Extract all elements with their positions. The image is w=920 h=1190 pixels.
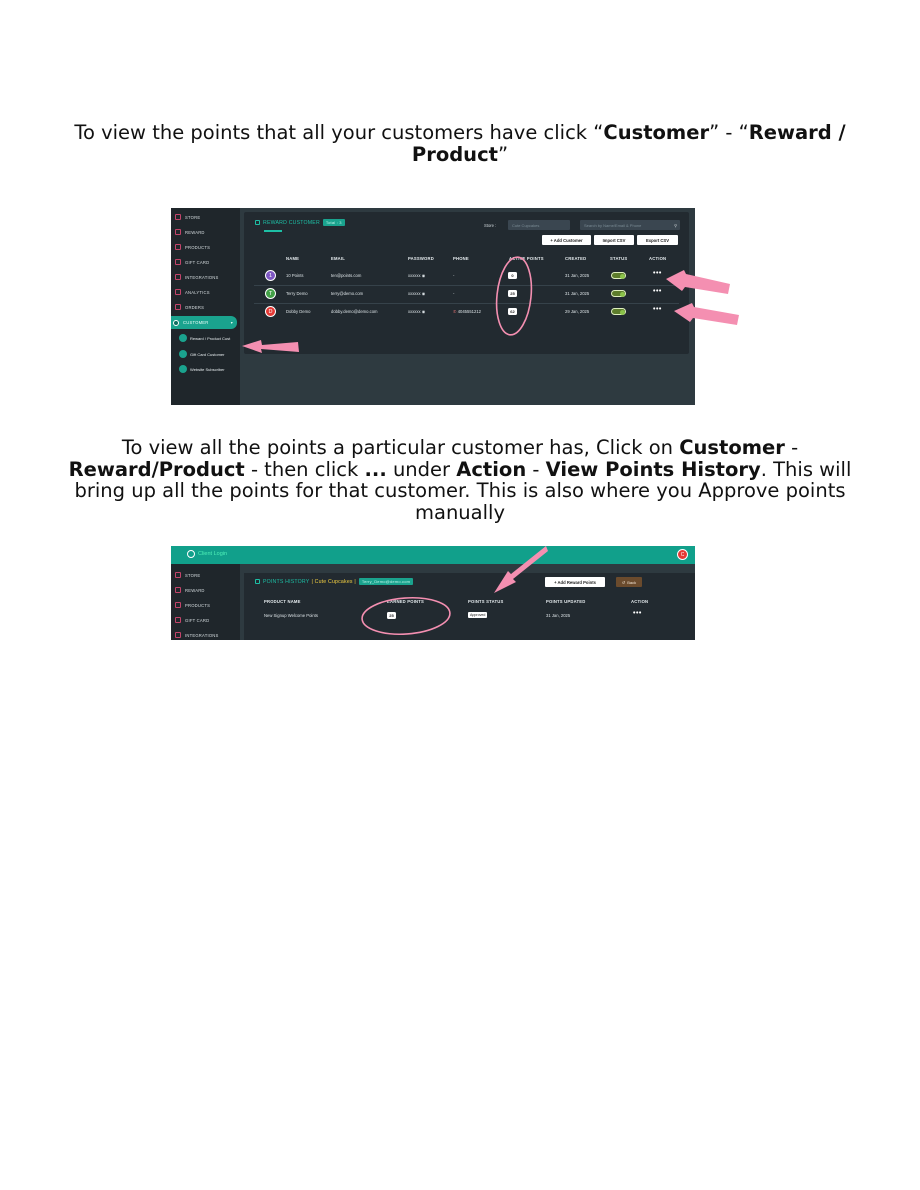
sidebar-item-store[interactable] — [173, 211, 239, 223]
chevron-down-icon: ▾ — [230, 320, 233, 325]
cell-created: 31 Jan, 2025 — [565, 273, 590, 278]
store-icon — [175, 214, 181, 220]
table-row — [244, 285, 689, 303]
add-customer-button[interactable]: + Add Customer — [542, 235, 591, 245]
sidebar-item-gift-card[interactable] — [173, 614, 239, 626]
cell-email: ten@points.com — [331, 273, 362, 278]
cell-email: dobby.demo@demo.com — [331, 309, 378, 314]
top-bar — [171, 546, 695, 564]
avatar: 1 — [265, 270, 276, 281]
text-segment: To view the points that all your customers have click “ — [74, 121, 604, 144]
sidebar-item-gift-card[interactable] — [173, 256, 239, 268]
sidebar-subitem-reward-product[interactable] — [179, 333, 239, 343]
points-history-icon — [255, 579, 260, 584]
sidebar-label: REWARD — [185, 587, 205, 593]
store-label: Store : — [484, 223, 497, 228]
eye-icon[interactable]: ◉ — [421, 273, 426, 278]
total-badge: Total : 3 — [323, 219, 345, 226]
sidebar-label: ANALYTICS — [185, 289, 210, 295]
website-subscriber-icon — [179, 365, 187, 373]
cell-phone: - — [453, 273, 455, 278]
password-text: xxxxxx — [408, 291, 421, 296]
table-row — [244, 612, 695, 630]
gift-card-icon — [175, 617, 181, 623]
reward-customer-icon — [255, 220, 260, 225]
column-header-name: NAME — [286, 256, 300, 261]
points-badge: 62 — [508, 308, 517, 315]
column-header-status: STATUS — [610, 256, 628, 261]
subitem-label: Gift Card Customer — [190, 351, 225, 357]
integrations-icon — [175, 274, 181, 280]
column-header-created: CREATED — [565, 256, 587, 261]
sidebar-label: ORDERS — [185, 304, 205, 310]
sidebar-item-products[interactable] — [173, 599, 239, 611]
status-toggle[interactable] — [611, 272, 626, 279]
gift-card-icon — [175, 259, 181, 265]
column-header-email: EMAIL — [331, 256, 346, 261]
reward-product-icon — [179, 334, 187, 342]
sidebar-label: REWARD — [185, 229, 205, 235]
export-csv-button[interactable]: Export CSV — [637, 235, 678, 245]
back-label: Back — [627, 579, 637, 585]
orders-icon — [175, 304, 181, 310]
column-header-product-name: PRODUCT NAME — [264, 599, 301, 604]
sidebar-item-reward[interactable] — [173, 584, 239, 596]
action-menu-button[interactable]: ••• — [633, 610, 642, 617]
customer-email-badge: Terry_Demo@demo.com — [359, 578, 413, 585]
store-name: | Cute Cupcakes | — [311, 578, 356, 585]
action-menu-button[interactable]: ••• — [653, 306, 662, 313]
cell-product-name: New Signup Welcome Points — [264, 613, 318, 618]
reward-icon — [175, 229, 181, 235]
title-text: POINTS HISTORY — [263, 578, 310, 585]
reward-icon — [175, 587, 181, 593]
password-text: xxxxxx — [408, 273, 421, 278]
action-menu-button[interactable]: ••• — [653, 270, 662, 277]
products-icon — [175, 602, 181, 608]
cell-phone: - — [453, 291, 455, 296]
sidebar-label: GIFT CARD — [185, 617, 210, 623]
title-text: REWARD CUSTOMER — [263, 219, 320, 226]
store-icon — [175, 572, 181, 578]
cell-name: 10 Points — [286, 273, 304, 278]
reward-customer-screenshot — [171, 208, 695, 405]
points-history-screenshot — [171, 546, 695, 640]
reward-customer-panel — [244, 212, 689, 354]
earned-points-badge: 25 — [387, 612, 396, 619]
sidebar-item-products[interactable] — [173, 241, 239, 253]
points-badge: 25 — [508, 290, 517, 297]
text-segment: - — [526, 457, 546, 481]
sidebar-label: CUSTOMER — [183, 320, 209, 325]
points-badge: 0 — [508, 272, 517, 279]
cell-password — [408, 309, 425, 314]
search-placeholder: Search by Name/Email & Phone — [584, 222, 642, 228]
sidebar-item-orders[interactable] — [173, 301, 239, 313]
action-menu-button[interactable]: ••• — [653, 288, 662, 295]
status-badge: Approved — [470, 613, 486, 617]
back-button[interactable] — [616, 577, 642, 587]
cell-password — [408, 291, 425, 296]
back-icon: ↺ — [621, 579, 626, 585]
points-history-panel — [244, 573, 695, 640]
cell-name: Dobby Demo — [286, 309, 311, 314]
products-icon — [175, 244, 181, 250]
login-label: Client Login — [198, 551, 228, 557]
avatar: T — [265, 288, 276, 299]
sidebar-label: GIFT CARD — [185, 259, 210, 265]
integrations-icon — [175, 632, 181, 638]
column-header-action: ACTION — [649, 256, 667, 261]
column-header-password: PASSWORD — [408, 256, 434, 261]
bold-customer: Customer — [679, 436, 785, 459]
table-row — [244, 303, 689, 321]
sidebar-subitem-gift-card-customer[interactable] — [179, 349, 239, 359]
sidebar-item-reward[interactable] — [173, 226, 239, 238]
bold-ellipsis: ... — [364, 457, 387, 481]
text-segment: ” — [497, 142, 509, 166]
cell-created: 29 Jan, 2025 — [565, 309, 590, 314]
text-segment: ” - “ — [709, 121, 749, 144]
text-segment: - then click — [244, 457, 365, 481]
bold-action: Action — [456, 457, 527, 481]
page-title — [255, 578, 413, 585]
sidebar-label: PRODUCTS — [185, 244, 211, 250]
store-select[interactable]: Cute Cupcakes — [508, 220, 570, 230]
bold-reward-product: Reward/Product — [68, 457, 245, 481]
search-input[interactable] — [580, 220, 680, 230]
sidebar-item-integrations[interactable] — [173, 629, 239, 640]
sidebar-label: STORE — [185, 572, 201, 578]
subitem-label: Website Subscriber — [190, 366, 225, 372]
cell-created: 31 Jan, 2025 — [565, 291, 590, 296]
column-header-active-points: ACTIVE POINTS — [509, 256, 544, 261]
user-icon — [187, 550, 195, 558]
instruction-paragraph-1 — [60, 122, 860, 165]
status-toggle[interactable] — [611, 290, 626, 297]
customer-icon — [173, 320, 179, 326]
sidebar-label: PRODUCTS — [185, 602, 211, 608]
cell-points-updated: 31 Jan, 2025 — [546, 613, 571, 618]
sidebar-item-customer[interactable] — [171, 316, 237, 329]
text-segment: To view all the points a particular customer has, Click on — [121, 436, 680, 459]
column-header-action: ACTION — [631, 599, 649, 604]
column-header-earned-points: EARNED POINTS — [387, 599, 425, 604]
text-segment: . This will bring up all the points for that customer. This is also where you Approve points manually — [74, 457, 852, 524]
instruction-paragraph-2 — [60, 437, 860, 523]
text-segment: under — [386, 457, 457, 481]
eye-icon[interactable]: ◉ — [421, 309, 426, 314]
sidebar-label: STORE — [185, 214, 201, 220]
cell-password — [408, 273, 425, 278]
phone-icon: ✆ — [453, 309, 457, 314]
sidebar-subitem-website-subscriber[interactable] — [179, 364, 239, 374]
sidebar — [171, 208, 240, 405]
cell-name: Terry Demo — [286, 291, 308, 296]
add-reward-points-button[interactable]: + Add Reward Points — [545, 577, 605, 587]
avatar: D — [265, 306, 276, 317]
sidebar-item-store[interactable] — [173, 569, 239, 581]
bold-view-points-history: View Points History — [545, 457, 761, 481]
sidebar-label: INTEGRATIONS — [185, 274, 219, 280]
column-header-phone: PHONE — [453, 256, 469, 261]
table-row — [244, 267, 689, 285]
column-header-points-updated: POINTS UPDATED — [546, 599, 586, 604]
sidebar — [171, 564, 240, 640]
phone-number: 4045551212 — [457, 309, 481, 314]
sidebar-item-analytics[interactable] — [173, 286, 239, 298]
password-text: xxxxxx — [408, 309, 421, 314]
title-underline — [264, 230, 282, 232]
status-toggle[interactable] — [611, 308, 626, 315]
cell-phone — [453, 309, 481, 314]
search-icon: ⚲ — [674, 222, 677, 228]
page-title — [255, 219, 345, 226]
bold-customer: Customer — [603, 121, 710, 144]
cell-email: terry@demo.com — [331, 291, 364, 296]
sidebar-item-integrations[interactable] — [173, 271, 239, 283]
client-login[interactable] — [187, 550, 227, 558]
text-segment: - — [784, 436, 799, 459]
gift-card-customer-icon — [179, 350, 187, 358]
import-csv-button[interactable]: Import CSV — [594, 235, 634, 245]
eye-icon[interactable]: ◉ — [421, 291, 426, 296]
avatar[interactable]: C — [677, 549, 688, 560]
analytics-icon — [175, 289, 181, 295]
subitem-label: Reward / Product Cust — [190, 335, 231, 341]
column-header-points-status: POINTS STATUS — [468, 599, 504, 604]
sidebar-label: INTEGRATIONS — [185, 632, 219, 638]
bold-reward-product: Reward / Product — [411, 121, 846, 166]
